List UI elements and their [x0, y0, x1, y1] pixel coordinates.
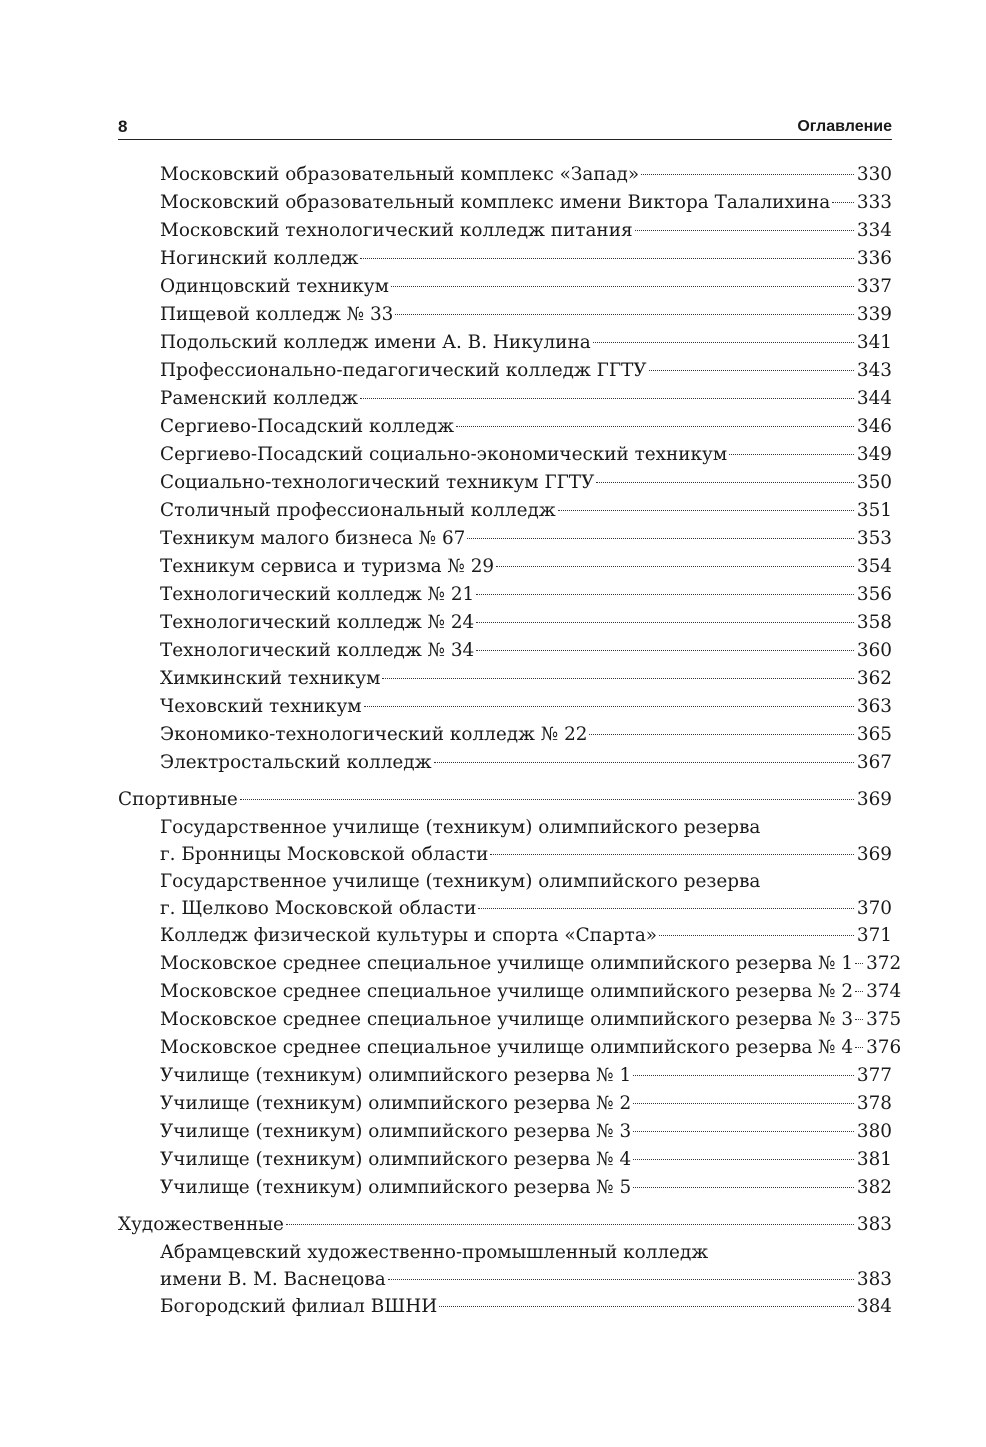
dot-leader	[855, 963, 863, 964]
dot-leader	[490, 854, 854, 855]
dot-leader	[476, 622, 854, 623]
dot-leader	[558, 510, 854, 511]
toc-entry-title: Техникум малого бизнеса № 67	[160, 528, 466, 549]
dot-leader	[633, 1187, 854, 1188]
toc-entry-title: Социально-технологический техникум ГГТУ	[160, 472, 595, 493]
dot-leader	[649, 370, 854, 371]
toc-entry-title: Училище (техникум) олимпийского резерва № 4	[160, 1149, 632, 1170]
dot-leader	[496, 566, 854, 567]
toc-entry[interactable]	[118, 1174, 892, 1202]
toc-entry-page: 374	[866, 981, 902, 1002]
toc-entry[interactable]	[118, 978, 902, 1006]
dot-leader	[635, 230, 854, 231]
dot-leader	[476, 594, 854, 595]
toc-entry-title-line2: г. Щелково Московской области	[160, 898, 477, 919]
toc-entry-page: 333	[856, 192, 892, 213]
toc-entry-page: 370	[856, 898, 892, 919]
toc-entry-page: 382	[856, 1177, 892, 1198]
toc-entry[interactable]	[118, 413, 892, 441]
toc-entry[interactable]	[118, 1034, 902, 1062]
toc-entry-title: Богородский филиал ВШНИ	[160, 1296, 438, 1317]
toc-entry-page: 353	[856, 528, 892, 549]
dot-leader	[633, 1131, 854, 1132]
toc-entry-page: 330	[856, 164, 892, 185]
toc-entry[interactable]	[118, 301, 892, 329]
toc-entry[interactable]	[118, 581, 892, 609]
toc-entry[interactable]	[118, 1146, 892, 1174]
toc-entry-title: Московский технологический колледж питания	[160, 220, 633, 241]
toc-entry[interactable]	[118, 868, 892, 922]
dot-leader	[476, 650, 854, 651]
toc-entry[interactable]	[118, 553, 892, 581]
toc-entry-page: 376	[866, 1037, 902, 1058]
toc-entry-title-line2: г. Бронницы Московской области	[160, 844, 489, 865]
toc-entry-title-line2: имени В. М. Васнецова	[160, 1269, 386, 1290]
toc-entry[interactable]	[118, 161, 892, 189]
toc-entry-title: Технологический колледж № 34	[160, 640, 475, 661]
toc-entry-title-line1: Абрамцевский художественно-промышленный колледж	[160, 1242, 709, 1263]
toc-entry-title: Московский образовательный комплекс имени Виктора Талалихина	[160, 192, 831, 213]
dot-leader	[467, 538, 854, 539]
toc-entry-title: Сергиево-Посадский социально-экономический техникум	[160, 444, 728, 465]
toc-entry-page: 354	[856, 556, 892, 577]
page-number: 8	[118, 117, 128, 136]
dot-leader	[395, 314, 854, 315]
toc-entry-page: 351	[856, 500, 892, 521]
toc-entry-page: 350	[856, 472, 892, 493]
page-header	[118, 117, 892, 140]
toc-entry-page: 343	[856, 360, 892, 381]
toc-entry-title: Одинцовский техникум	[160, 276, 389, 297]
toc-entry-title: Московское среднее специальное училище олимпийского резерва № 4	[160, 1037, 854, 1058]
toc-entry[interactable]	[118, 609, 892, 637]
toc-entry-page: 384	[856, 1296, 892, 1317]
dot-leader	[391, 286, 854, 287]
toc-entry[interactable]	[118, 441, 892, 469]
toc-entry[interactable]	[118, 1006, 902, 1034]
toc-entry-page: 377	[856, 1065, 892, 1086]
toc-entry-page: 375	[866, 1009, 902, 1030]
toc-entry[interactable]	[118, 469, 892, 497]
toc-entry[interactable]	[118, 950, 902, 978]
dot-leader	[240, 799, 854, 800]
toc-section-sport[interactable]	[118, 786, 892, 814]
toc-entry-page: 372	[866, 953, 902, 974]
dot-leader	[439, 1306, 854, 1307]
toc-entry-title: Училище (техникум) олимпийского резерва № 3	[160, 1121, 632, 1142]
dot-leader	[382, 678, 854, 679]
toc-entry-title: Московский образовательный комплекс «Запад»	[160, 164, 640, 185]
dot-leader	[832, 202, 854, 203]
toc-entry-page: 381	[856, 1149, 892, 1170]
toc-entry[interactable]	[118, 217, 892, 245]
toc-entry[interactable]	[118, 693, 892, 721]
toc-entry[interactable]	[118, 814, 892, 868]
toc-entry[interactable]	[118, 922, 892, 950]
toc-entry[interactable]	[118, 385, 892, 413]
dot-leader	[659, 935, 854, 936]
toc-entry-title: Пищевой колледж № 33	[160, 304, 394, 325]
toc-entry-page: 369	[856, 844, 892, 865]
toc-section-page: 383	[856, 1214, 892, 1235]
toc-entry-page: 339	[856, 304, 892, 325]
toc-entry-title-line1: Государственное училище (техникум) олимпийского резерва	[160, 871, 761, 892]
toc-entry[interactable]	[118, 1118, 892, 1146]
toc-entry[interactable]	[118, 665, 892, 693]
toc-entry-title-line1: Государственное училище (техникум) олимпийского резерва	[160, 817, 761, 838]
dot-leader	[360, 398, 854, 399]
toc-entry-page: 365	[856, 724, 892, 745]
toc-entry-title: Подольский колледж имени А. В. Никулина	[160, 332, 591, 353]
toc-section-title: Спортивные	[118, 789, 238, 810]
toc-entry[interactable]	[118, 1239, 892, 1293]
toc-entry[interactable]	[118, 1062, 892, 1090]
dot-leader	[434, 762, 854, 763]
toc-entry-page: 358	[856, 612, 892, 633]
toc-section-art[interactable]	[118, 1211, 892, 1239]
toc-entry-title: Московское среднее специальное училище олимпийского резерва № 2	[160, 981, 854, 1002]
dot-leader	[855, 991, 863, 992]
toc-entry-title: Сергиево-Посадский колледж	[160, 416, 455, 437]
dot-leader	[388, 1279, 854, 1280]
toc-entry-title: Техникум сервиса и туризма № 29	[160, 556, 495, 577]
toc-entry[interactable]	[118, 1090, 892, 1118]
dot-leader	[596, 482, 854, 483]
dot-leader	[589, 734, 853, 735]
toc-section-title: Художественные	[118, 1214, 284, 1235]
toc-entry[interactable]	[118, 721, 892, 749]
toc-entry[interactable]	[118, 245, 892, 273]
dot-leader	[360, 258, 853, 259]
toc-entry-page: 378	[856, 1093, 892, 1114]
dot-leader	[729, 454, 854, 455]
toc-entry-page: 367	[856, 752, 892, 773]
toc-entry-title: Технологический колледж № 21	[160, 584, 475, 605]
toc-entry-page: 360	[856, 640, 892, 661]
toc-entry-page: 363	[856, 696, 892, 717]
toc-section-page: 369	[856, 789, 892, 810]
toc-entry-title: Чеховский техникум	[160, 696, 362, 717]
dot-leader	[633, 1103, 854, 1104]
toc-entry-page: 336	[856, 248, 892, 269]
toc-entry-page: 383	[856, 1269, 892, 1290]
toc-entry-title: Химкинский техникум	[160, 668, 381, 689]
toc-entry-title: Колледж физической культуры и спорта «Спарта»	[160, 925, 658, 946]
toc-entry-page: 334	[856, 220, 892, 241]
toc-entry-title: Ногинский колледж	[160, 248, 359, 269]
toc-entry-page: 371	[856, 925, 892, 946]
toc-entry[interactable]	[118, 497, 892, 525]
dot-leader	[855, 1047, 863, 1048]
table-of-contents	[118, 161, 902, 1321]
toc-entry[interactable]	[118, 273, 892, 301]
toc-entry-title: Московское среднее специальное училище олимпийского резерва № 3	[160, 1009, 854, 1030]
toc-entry-page: 349	[856, 444, 892, 465]
toc-entry-title: Электростальский колледж	[160, 752, 432, 773]
toc-entry-page: 356	[856, 584, 892, 605]
dot-leader	[641, 174, 854, 175]
toc-entry-title: Технологический колледж № 24	[160, 612, 475, 633]
toc-entry-page: 380	[856, 1121, 892, 1142]
dot-leader	[633, 1159, 854, 1160]
dot-leader	[286, 1224, 854, 1225]
toc-entry[interactable]	[118, 749, 892, 777]
toc-entry[interactable]	[118, 1293, 892, 1321]
toc-entry-page: 341	[856, 332, 892, 353]
dot-leader	[633, 1075, 854, 1076]
toc-entry-title: Московское среднее специальное училище олимпийского резерва № 1	[160, 953, 854, 974]
toc-entry-title: Столичный профессиональный колледж	[160, 500, 556, 521]
toc-entry[interactable]	[118, 329, 892, 357]
toc-entry-page: 337	[856, 276, 892, 297]
dot-leader	[593, 342, 854, 343]
toc-entry-title: Профессионально-педагогический колледж ГГТУ	[160, 360, 647, 381]
toc-entry-page: 346	[856, 416, 892, 437]
toc-entry-title: Раменский колледж	[160, 388, 358, 409]
toc-entry[interactable]	[118, 525, 892, 553]
dot-leader	[456, 426, 854, 427]
toc-entry[interactable]	[118, 357, 892, 385]
toc-entry[interactable]	[118, 637, 892, 665]
toc-entry-title: Училище (техникум) олимпийского резерва № 5	[160, 1177, 632, 1198]
running-title: Оглавление	[797, 118, 892, 135]
toc-entry-page: 344	[856, 388, 892, 409]
toc-entry-title: Экономико-технологический колледж № 22	[160, 724, 588, 745]
dot-leader	[364, 706, 854, 707]
dot-leader	[855, 1019, 863, 1020]
toc-entry-page: 362	[856, 668, 892, 689]
dot-leader	[478, 908, 854, 909]
toc-entry-title: Училище (техникум) олимпийского резерва № 1	[160, 1065, 632, 1086]
toc-entry-title: Училище (техникум) олимпийского резерва № 2	[160, 1093, 632, 1114]
toc-entry[interactable]	[118, 189, 892, 217]
